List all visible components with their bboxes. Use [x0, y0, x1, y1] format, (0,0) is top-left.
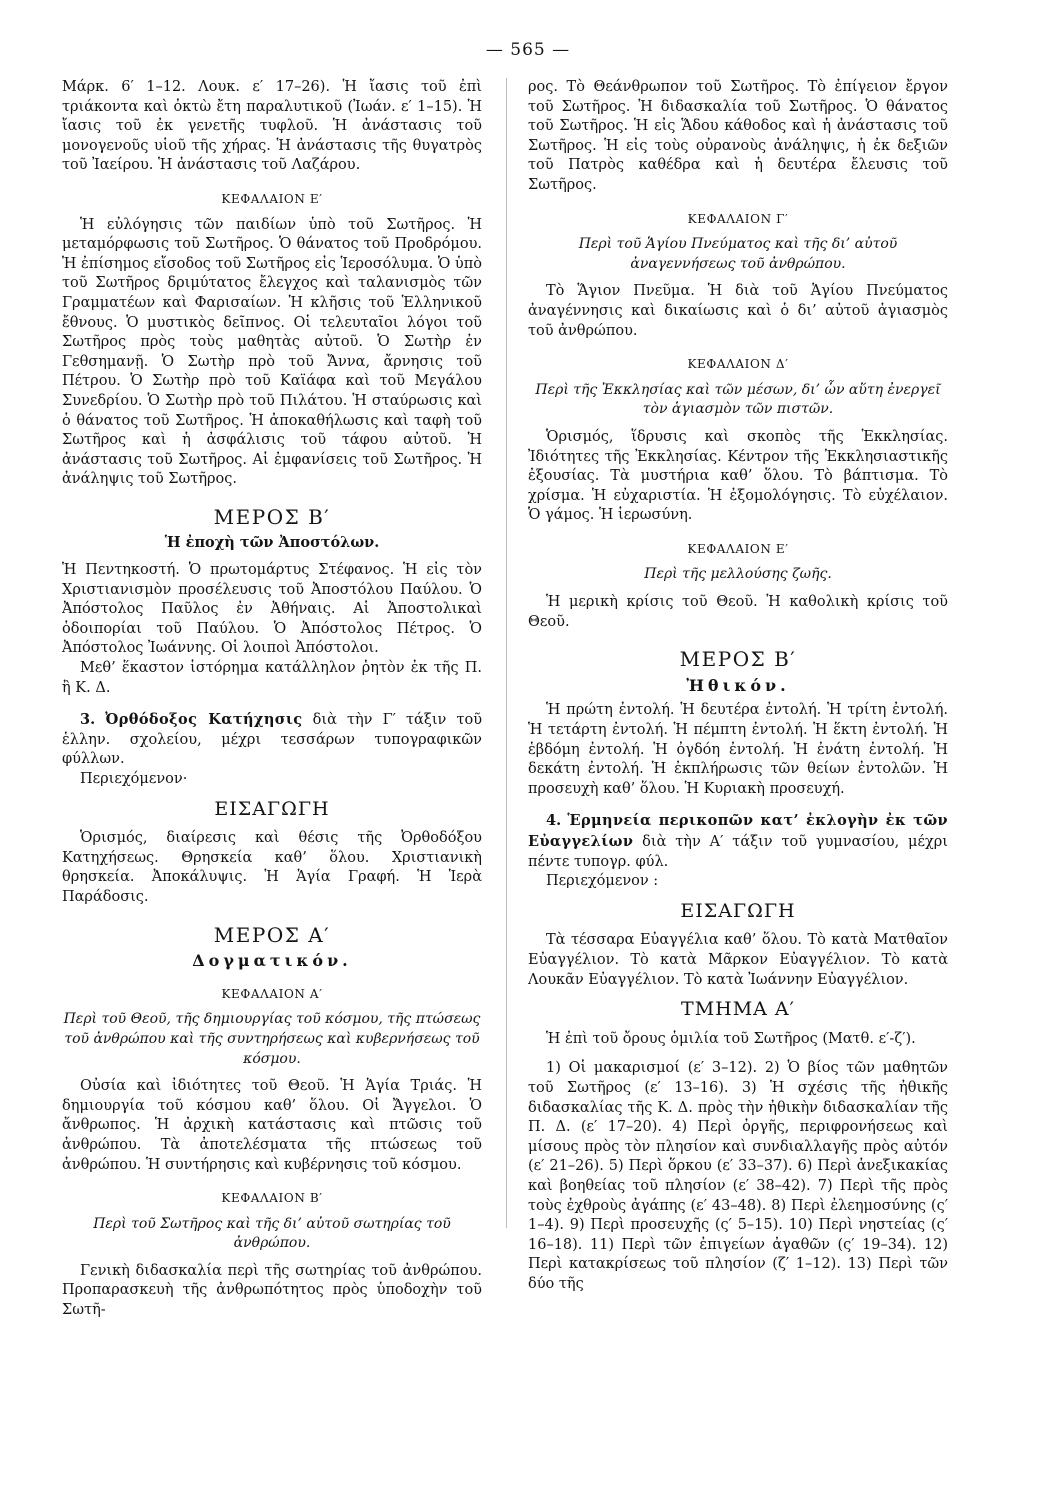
- part-heading: ΜΕΡΟΣ Β′: [213, 504, 331, 529]
- paragraph: Μεθ’ ἕκαστον ἱστόρημα κατάλληλον ῥητὸν ἐκ τῆς Π. ἢ Κ. Δ.: [62, 660, 482, 696]
- chapter-heading: ΚΕΦΑΛΑΙΟΝ Β′: [221, 1191, 323, 1206]
- item-title: Ὀρθόδοξος Κατήχησις: [105, 711, 303, 729]
- chapter-heading: ΚΕΦΑΛΑΙΟΝ Γ′: [687, 211, 789, 226]
- paragraph: ρος. Τὸ Θεάνθρωπον τοῦ Σωτῆρος. Τὸ ἐπίγειον ἔργον τοῦ Σωτῆρος. Ἡ διδασκαλία τοῦ Σωτῆρος. Ὁ θάνατος τοῦ Σωτῆρος. Ἡ εἰς Ἅδου κάθοδος καὶ ἡ ἀνάστασις τοῦ Σωτῆρος. Ἡ εἰς τοὺς οὐρανοὺς ἀνάληψις, ἡ ἐκ δεξιῶν τοῦ Πατρὸς καθέδρα καὶ ἡ δευτέρα ἔλευσις τοῦ Σωτῆρος.: [528, 79, 948, 193]
- paragraph: Ἡ Πεντηκοστή. Ὁ πρωτομάρτυς Στέφανος. Ἡ εἰς τὸν Χριστιανισμὸν προσέλευσις τοῦ Ἀποστόλου Παύλου. Ὁ Ἀπόστολος Παῦλος ἐν Ἀθήναις. Αἱ Ἀποστολικαὶ ὁδοιπορίαι τοῦ Παύλου. Ὁ Ἀπόστολος Πέτρος. Ὁ Ἀπόστολος Ἰωάννης. Οἱ λοιποὶ Ἀπόστολοι.: [62, 562, 482, 657]
- chapter-title: Περὶ τῆς Ἐκκλησίας καὶ τῶν μέσων, δι’ ὧν αὕτη ἐνεργεῖ τὸν ἁγιασμὸν τῶν πιστῶν.: [535, 381, 941, 418]
- paragraph: Ὁρισμός, ἵδρυσις καὶ σκοπὸς τῆς Ἐκκλησίας. Ἰδιότητες τῆς Ἐκκλησίας. Κέντρον τῆς Ἐκκλησιαστικῆς ἐξουσίας. Τὰ μυστήρια καθ’ ὅλου. Τὸ βάπτισμα. Τὸ χρίσμα. Ἡ εὐχαριστία. Ἡ ἐξομολόγησις. Τὸ εὐχέλαιον. Ὁ γάμος. Ἡ ἱερωσύνη.: [528, 428, 948, 524]
- chapter-title: Περὶ τῆς μελλούσης ζωῆς.: [644, 566, 832, 583]
- chapter-heading: ΚΕΦΑΛΑΙΟΝ Ε′: [687, 541, 789, 556]
- paragraph: Μάρκ. 6′ 1–12. Λουκ. ε′ 17–26). Ἡ ἴασις τοῦ ἐπὶ τριάκοντα καὶ ὀκτὼ ἔτη παραλυτικοῦ (Ἰωάν. ε′ 1–15). Ἡ ἴασις τοῦ ἐκ γενετῆς τυφλοῦ. Ἡ ἀνάστασις τοῦ μονογενοῦς υἱοῦ τῆς χήρας. Ἡ ἀνάστασις τῆς θυγατρὸς τοῦ Ἰαείρου. Ἡ ἀνάστασις τοῦ Λαζάρου.: [62, 79, 482, 174]
- contents-label: Περιεχόμενον :: [546, 873, 659, 890]
- paragraph: Οὐσία καὶ ἰδιότητες τοῦ Θεοῦ. Ἡ Ἁγία Τριάς. Ἡ δημιουργία τοῦ κόσμου καθ’ ὅλου. Οἱ Ἄγγελοι. Ὁ ἄνθρωπος. Ἡ ἀρχικὴ κατάστασις καὶ πτῶσις τοῦ ἀνθρώπου. Τὰ ἀποτελέσματα τῆς πτώσεως τοῦ ἀνθρώπου. Ἡ συντήρησις καὶ κυβέρνησις τοῦ κόσμου.: [62, 1078, 482, 1173]
- section-title: Ἡ ἐποχὴ τῶν Ἀποστόλων.: [164, 534, 380, 552]
- spacer: [528, 1049, 948, 1059]
- paragraph: Ἡ πρώτη ἐντολή. Ἡ δευτέρα ἐντολή. Ἡ τρίτη ἐντολή. Ἡ τετάρτη ἐντολή. Ἡ πέμπτη ἐντολή. Ἡ ἕκτη ἐντολή. Ἡ ἑβδόμη ἐντολή. Ἡ ὀγδόη ἐντολή. Ἡ ἐνάτη ἐντολή. Ἡ δεκάτη ἐντολή. Ἡ ἐκπλήρωσις τῶν θείων ἐντολῶν. Ἡ προσευχὴ καθ’ ὅλου. Ἡ Κυριακὴ προσευχή.: [528, 702, 948, 797]
- section-subtitle: Ἡ ἐπὶ τοῦ ὄρους ὁμιλία τοῦ Σωτῆρος (Ματθ. ε′-ζ′).: [546, 1030, 916, 1047]
- right-column: [528, 78, 948, 1294]
- paragraph: Ἡ εὐλόγησις τῶν παιδίων ὑπὸ τοῦ Σωτῆρος. Ἡ μεταμόρφωσις τοῦ Σωτῆρος. Ὁ θάνατος τοῦ Προδρόμου. Ἡ ἐπίσημος εἴσοδος τοῦ Σωτῆρος εἰς Ἱεροσόλυμα. Ὁ ὑπὸ τοῦ Σωτῆρος δριμύτατος ἔλεγχος καὶ ταλανισμὸς τῶν Γραμματέων καὶ Φαρισαίων. Ἡ κλῆσις τοῦ Ἑλληνικοῦ ἔθνους. Ὁ μυστικὸς δεῖπνος. Οἱ τελευταῖοι λόγοι τοῦ Σωτῆρος πρὸς τοὺς μαθητὰς αὐτοῦ. Ὁ Σωτὴρ ἐν Γεθσημανῇ. Ὁ Σωτὴρ πρὸ τοῦ Ἄννα, ἄρνησις τοῦ Πέτρου. Ὁ Σωτὴρ πρὸ τοῦ Καϊάφα καὶ τοῦ Μεγάλου Συνεδρίου. Ὁ Σωτὴρ πρὸ τοῦ Πιλάτου. Ἡ σταύρωσις καὶ ὁ θάνατος τοῦ Σωτῆρος. Ἡ ἀποκαθήλωσις καὶ ταφὴ τοῦ Σωτῆρος καὶ ἡ ἀσφάλισις τοῦ τάφου αὐτοῦ. Ἡ ἀνάστασις τοῦ Σωτῆρος. Αἱ ἐμφανίσεις τοῦ Σωτῆρος. Ἡ ἀνάληψις τοῦ Σωτῆρος.: [62, 216, 482, 488]
- paragraph: 1) Οἱ μακαρισμοί (ε′ 3–12). 2) Ὁ βίος τῶν μαθητῶν τοῦ Σωτῆρος (ε′ 13–16). 3) Ἡ σχέσις τῆς ἠθικῆς διδασκαλίας τῆς Κ. Δ. πρὸς τὴν ἠθικὴν διδασκαλίαν τῆς Π. Δ. (ε′ 17–20). 4) Περὶ ὀργῆς, περιφρονήσεως καὶ μίσους πρὸς τὸν πλησίον καὶ συνδιαλλαγῆς πρὸς αὐτόν (ε′ 21–26). 5) Περὶ ὅρκου (ε′ 33–37). 6) Περὶ ἀνεξικακίας καὶ βοηθείας τοῦ πλησίον (ε′ 38–42). 7) Περὶ τῆς πρὸς τοὺς ἐχθροὺς ἀγάπης (ε′ 43–48). 8) Περὶ ἐλεημοσύνης (ς′ 1–4). 9) Περὶ προσευχῆς (ς′ 5–15). 10) Περὶ νηστείας (ς′ 16–18). 11) Περὶ τῶν ἐπιγείων ἀγαθῶν (ς′ 19–34). 12) Περὶ κατακρίσεως τοῦ πλησίον (ζ′ 1–12). 13) Περὶ τῶν δύο τῆς: [528, 1060, 948, 1292]
- part-heading: ΜΕΡΟΣ Α′: [213, 922, 331, 947]
- paragraph: Ἡ μερικὴ κρίσις τοῦ Θεοῦ. Ἡ καθολικὴ κρίσις τοῦ Θεοῦ.: [528, 594, 948, 630]
- part-heading: ΜΕΡΟΣ Β′: [679, 647, 797, 672]
- section-heading: ΤΜΗΜΑ Α′: [681, 998, 795, 1021]
- item-number: 3.: [80, 711, 96, 729]
- column-divider: [506, 78, 507, 1228]
- page-number: — 565 —: [485, 40, 571, 60]
- chapter-title: Περὶ τοῦ Θεοῦ, τῆς δημιουργίας τοῦ κόσμου, τῆς πτώσεως τοῦ ἀνθρώπου καὶ τῆς συντηρήσεως καὶ κυβερνήσεως τοῦ κόσμου.: [63, 1011, 481, 1067]
- item-number: 4.: [546, 812, 562, 830]
- paragraph: Ὁρισμός, διαίρεσις καὶ θέσις τῆς Ὀρθοδόξου Κατηχήσεως. Θρησκεία καθ’ ὅλου. Χριστιανικὴ θρησκεία. Ἀποκάλυψις. Ἡ Ἁγία Γραφή. Ἡ Ἱερὰ Παράδοσις.: [62, 830, 482, 905]
- section-title: Ἠθικόν.: [686, 675, 790, 695]
- left-column: [62, 78, 482, 1321]
- introduction-heading: ΕΙΣΑΓΩΓΗ: [214, 797, 330, 820]
- chapter-title: Περὶ τοῦ Ἁγίου Πνεύματος καὶ τῆς δι’ αὐτοῦ ἀναγεννήσεως τοῦ ἀνθρώπου.: [578, 236, 898, 272]
- section-title: Δογματικόν.: [192, 951, 352, 971]
- paragraph: Τὸ Ἅγιον Πνεῦμα. Ἡ διὰ τοῦ Ἁγίου Πνεύματος ἀναγέννησις καὶ δικαίωσις καὶ ὁ δι’ αὐτοῦ ἁγιασμὸς τοῦ ἀνθρώπου.: [528, 283, 948, 339]
- chapter-heading: ΚΕΦΑΛΑΙΟΝ Α′: [221, 986, 323, 1001]
- item-text: διὰ τὴν Α′ τάξιν τοῦ γυμνασίου, μέχρι πέντε τυπογρ. φύλ.: [528, 834, 948, 870]
- item-title: Ἑρμηνεία περικοπῶν κατ’ ἐκλογὴν ἐκ τῶν Εὐαγγελίων: [528, 812, 948, 850]
- contents-label: Περιεχόμενον·: [80, 771, 188, 787]
- chapter-heading: ΚΕΦΑΛΑΙΟΝ Ε′: [221, 191, 323, 206]
- chapter-title: Περὶ τοῦ Σωτῆρος καὶ τῆς δι’ αὐτοῦ σωτηρίας τοῦ ἀνθρώπου.: [93, 1215, 451, 1252]
- paragraph: Τὰ τέσσαρα Εὐαγγέλια καθ’ ὅλου. Τὸ κατὰ Ματθαῖον Εὐαγγέλιον. Τὸ κατὰ Μᾶρκον Εὐαγγέλιον. Τὸ κατὰ Λουκᾶν Εὐαγγέλιον. Τὸ κατὰ Ἰωάννην Εὐαγγέλιον.: [528, 932, 948, 988]
- introduction-heading: ΕΙΣΑΓΩΓΗ: [680, 899, 796, 922]
- item-text: διὰ τὴν Γ′ τάξιν τοῦ ἑλλην. σχολείου, μέχρι τεσσάρων τυπογραφικῶν φύλλων.: [62, 712, 483, 768]
- paragraph: Γενικὴ διδασκαλία περὶ τῆς σωτηρίας τοῦ ἀνθρώπου. Προπαρασκευὴ τῆς ἀνθρωπότητος πρὸς ὑποδοχὴν τοῦ Σωτῆ-: [62, 1262, 482, 1319]
- numbered-item: [62, 710, 482, 770]
- numbered-item: [528, 811, 948, 872]
- chapter-heading: ΚΕΦΑΛΑΙΟΝ Δ′: [687, 357, 789, 372]
